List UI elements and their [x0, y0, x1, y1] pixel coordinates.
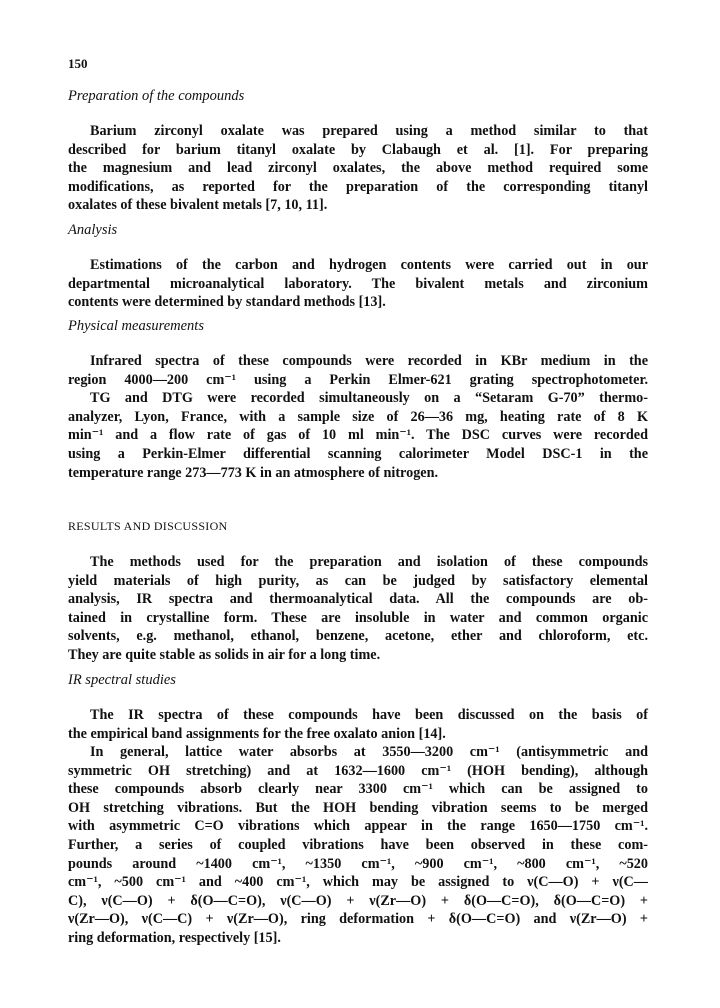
text-line: modifications, as reported for the preparation of the corresponding titanyl	[68, 178, 648, 195]
text-line: C), ν(C—O) + δ(O—C=O), ν(C—O) + ν(Zr—O) + δ(O—C=O), δ(O—C=O) +	[68, 892, 648, 909]
section-heading-analysis: Analysis	[68, 222, 118, 238]
text-line: the magnesium and lead zirconyl oxalates, the above method required some	[68, 160, 648, 177]
text-line: solvents, e.g. methanol, ethanol, benzene, acetone, ether and chloroform, etc.	[68, 628, 648, 645]
text-line: analysis, IR spectra and thermoanalytical data. All the compounds are ob-	[68, 591, 648, 608]
section-heading-results: RESULTS AND DISCUSSION	[68, 519, 228, 533]
text-line: OH stretching vibrations. But the HOH bending vibration seems to be merged	[68, 799, 648, 816]
section-heading-preparation: Preparation of the compounds	[68, 88, 245, 104]
text-line: symmetric OH stretching) and at 1632—1600 cm⁻¹ (HOH bending), although	[68, 762, 648, 779]
section-heading-physical-measurements: Physical measurements	[68, 318, 204, 334]
paragraph-physical-measurements	[68, 352, 648, 482]
text-line: min⁻¹ and a flow rate of gas of 10 ml min⁻¹. The DSC curves were recorded	[68, 427, 648, 444]
text-line: departmental microanalytical laboratory. The bivalent metals and zirconium	[68, 275, 648, 292]
text-line: The methods used for the preparation and isolation of these compounds	[90, 554, 648, 570]
section-heading-ir-spectral: IR spectral studies	[68, 672, 176, 688]
text-line: temperature range 273—773 K in an atmosphere of nitrogen.	[68, 464, 439, 481]
text-line: The IR spectra of these compounds have been discussed on the basis of	[90, 707, 648, 723]
text-line: TG and DTG were recorded simultaneously on a “Setaram G-70” thermo-	[90, 390, 648, 407]
text-line: Infrared spectra of these compounds were recorded in KBr medium in the	[90, 353, 648, 369]
paragraph-analysis	[68, 256, 648, 312]
page-number: 150	[68, 56, 88, 71]
paragraph-ir-details	[68, 743, 648, 948]
paragraph-ir-intro	[68, 706, 648, 743]
text-line: Barium zirconyl oxalate was prepared using a method similar to that	[90, 123, 648, 139]
text-line: pounds around ~1400 cm⁻¹, ~1350 cm⁻¹, ~900 cm⁻¹, ~800 cm⁻¹, ~520	[68, 855, 648, 872]
paragraph-results	[68, 553, 648, 665]
text-line: region 4000—200 cm⁻¹ using a Perkin Elmer-621 grating spectrophotometer.	[68, 371, 648, 388]
text-line: ν(Zr—O), ν(C—C) + ν(Zr—O), ring deformation + δ(O—C=O) and ν(Zr—O) +	[68, 911, 648, 928]
text-line: contents were determined by standard methods [13].	[68, 294, 386, 311]
text-line: the empirical band assignments for the free oxalato anion [14].	[68, 725, 446, 742]
text-line: these compounds absorb clearly near 3300 cm⁻¹ which can be assigned to	[68, 781, 648, 798]
text-line: described for barium titanyl oxalate by Clabaugh et al. [1]. For preparing	[68, 141, 648, 158]
text-line: oxalates of these bivalent metals [7, 10, 11].	[68, 197, 328, 214]
text-line: ring deformation, respectively [15].	[68, 929, 281, 946]
text-line: Estimations of the carbon and hydrogen contents were carried out in our	[90, 257, 648, 273]
text-line: using a Perkin-Elmer differential scanning calorimeter Model DSC-1 in the	[68, 445, 648, 462]
text-line: yield materials of high purity, as can be judged by satisfactory elemental	[68, 572, 648, 589]
text-line: They are quite stable as solids in air for a long time.	[68, 646, 381, 663]
text-line: analyzer, Lyon, France, with a sample size of 26—36 mg, heating rate of 8 K	[68, 408, 648, 425]
text-line: with asymmetric C=O vibrations which appear in the range 1650—1750 cm⁻¹.	[68, 818, 648, 835]
text-line: Further, a series of coupled vibrations have been observed in these com-	[68, 836, 648, 853]
text-line: tained in crystalline form. These are insoluble in water and common organic	[68, 609, 648, 626]
text-line: cm⁻¹, ~500 cm⁻¹ and ~400 cm⁻¹, which may be assigned to ν(C—O) + ν(C—	[68, 874, 648, 891]
text-line: In general, lattice water absorbs at 3550—3200 cm⁻¹ (antisymmetric and	[90, 744, 648, 760]
paragraph-preparation	[68, 122, 648, 215]
